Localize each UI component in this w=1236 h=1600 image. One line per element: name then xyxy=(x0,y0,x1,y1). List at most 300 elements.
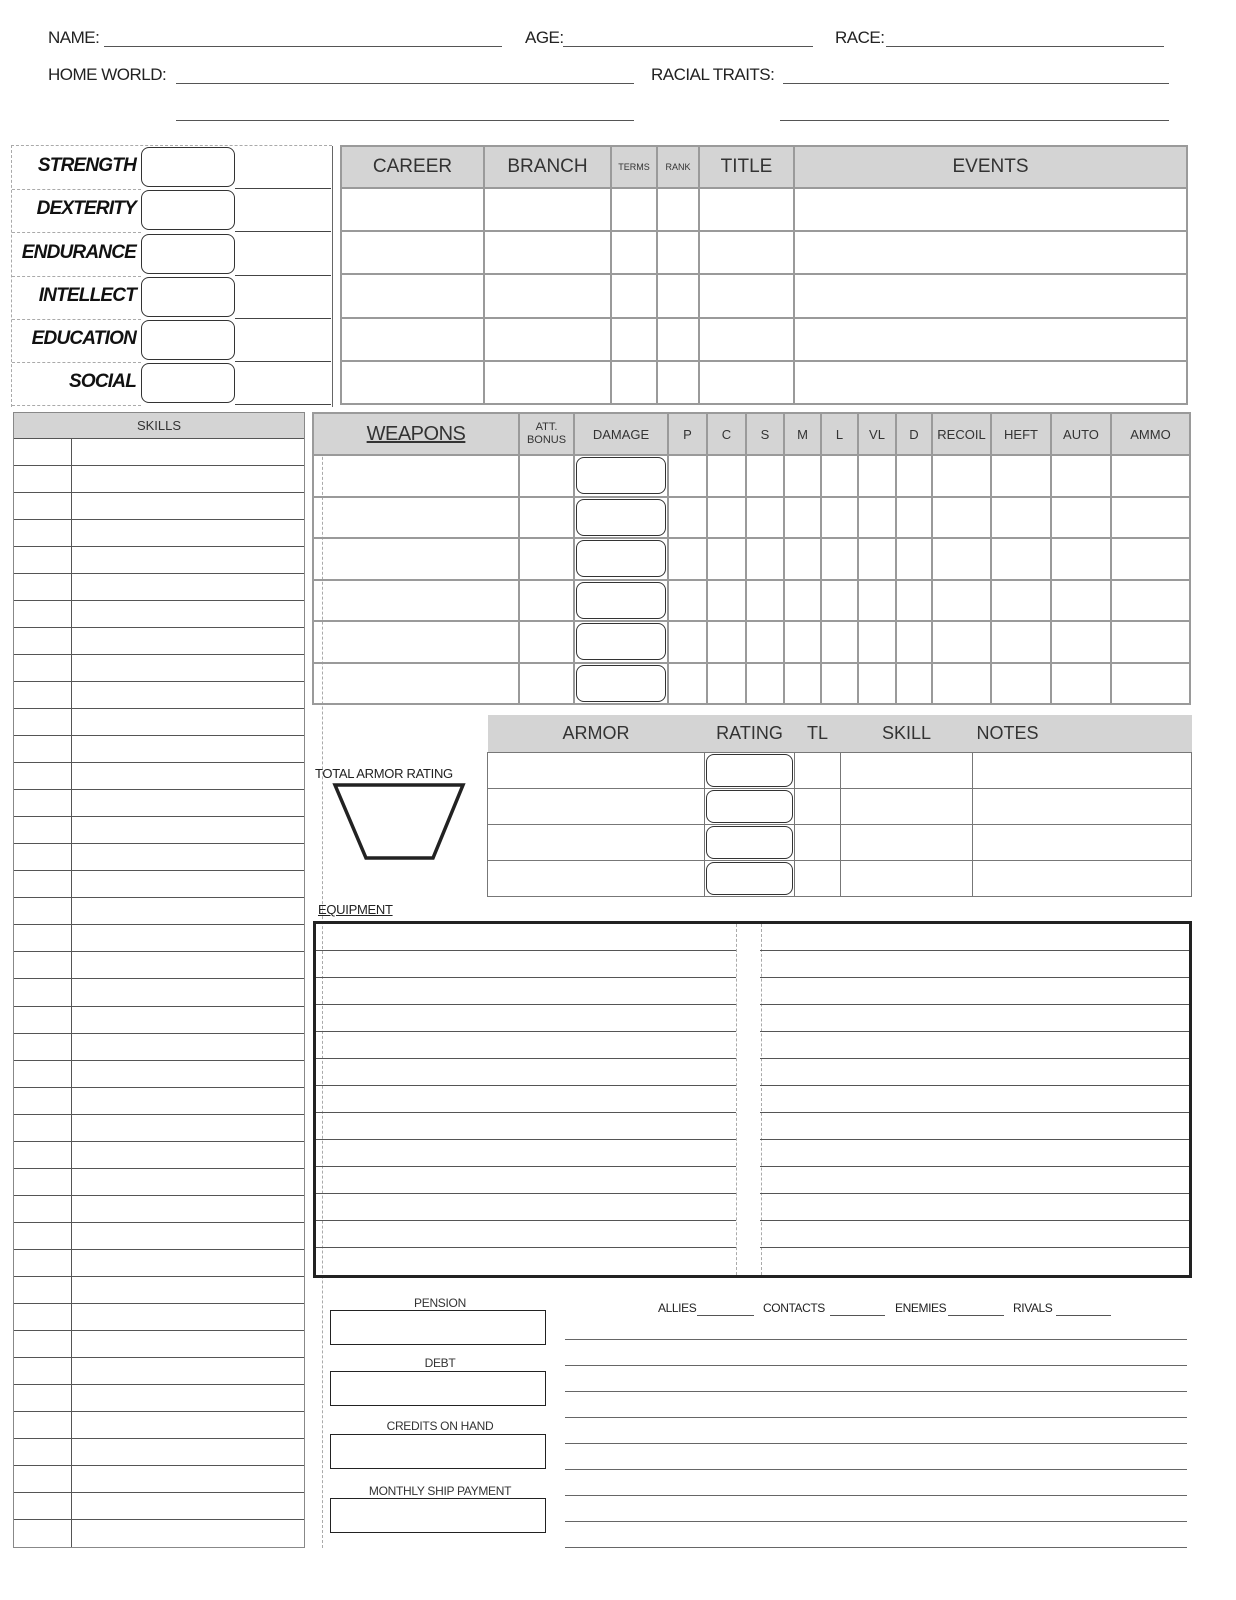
skill-name-field[interactable] xyxy=(72,763,304,789)
weapon-cell-auto[interactable] xyxy=(1051,538,1111,580)
skill-level-field[interactable] xyxy=(14,1439,71,1465)
weapon-cell-auto[interactable] xyxy=(1051,497,1111,539)
weapon-cell-heft[interactable] xyxy=(991,497,1051,539)
skill-name-field[interactable] xyxy=(72,1061,304,1087)
skill-name-field[interactable] xyxy=(72,1466,304,1492)
skill-level-field[interactable] xyxy=(14,439,71,465)
skill-name-field[interactable] xyxy=(72,547,304,573)
events-header: EVENTS xyxy=(794,146,1187,188)
skill-row xyxy=(14,601,304,628)
skill-row xyxy=(14,763,304,790)
weapon-cell-ammo[interactable] xyxy=(1111,663,1190,705)
skill-name-field[interactable] xyxy=(72,871,304,897)
total-armor-rating-shield-icon[interactable] xyxy=(330,780,470,864)
equipment-right-field[interactable] xyxy=(760,1032,1189,1059)
weapon-cell-range-p[interactable] xyxy=(668,621,707,663)
skill-name-field[interactable] xyxy=(72,1439,304,1465)
skill-level-field[interactable] xyxy=(14,655,71,681)
weapon-cell-recoil[interactable] xyxy=(932,455,991,497)
weapon-cell-range-vl[interactable] xyxy=(858,621,896,663)
weapon-cell-weapon-name[interactable] xyxy=(313,497,519,539)
skill-level-field[interactable] xyxy=(14,493,71,519)
weapon-cell-range-m[interactable] xyxy=(784,455,821,497)
skill-level-field[interactable] xyxy=(14,1250,71,1276)
equipment-right-field[interactable] xyxy=(760,1113,1189,1140)
skill-level-field[interactable] xyxy=(14,1385,71,1411)
equipment-left-field[interactable] xyxy=(316,1140,736,1167)
equipment-right-field[interactable] xyxy=(760,1167,1189,1194)
stat-modifier-education[interactable] xyxy=(236,320,330,360)
armor-row xyxy=(488,752,1192,788)
skill-name-field[interactable] xyxy=(72,1142,304,1168)
weapon-damage-box[interactable] xyxy=(576,582,666,619)
skill-name-field[interactable] xyxy=(72,1196,304,1222)
skill-level-field[interactable] xyxy=(14,1088,71,1114)
monthly-ship-payment-field[interactable] xyxy=(330,1498,546,1533)
weapon-cell-range-m[interactable] xyxy=(784,538,821,580)
stat-value-strength[interactable] xyxy=(141,147,235,187)
weapon-cell-range-m[interactable] xyxy=(784,580,821,622)
weapon-cell-range-l[interactable] xyxy=(821,455,858,497)
stat-modifier-intellect[interactable] xyxy=(236,277,330,317)
career-cell-rank[interactable] xyxy=(657,274,699,317)
armor-cell-tl[interactable] xyxy=(795,788,841,824)
skill-name-field[interactable] xyxy=(72,1169,304,1195)
allies-count-field[interactable] xyxy=(697,1315,754,1316)
relations-note-line[interactable] xyxy=(565,1547,1187,1548)
skill-level-field[interactable] xyxy=(14,1169,71,1195)
career-cell-terms[interactable] xyxy=(611,318,657,361)
weapon-cell-range-d[interactable] xyxy=(896,621,932,663)
career-cell-rank[interactable] xyxy=(657,188,699,231)
skill-level-field[interactable] xyxy=(14,1520,71,1547)
skill-row xyxy=(14,1223,304,1250)
weapon-cell-range-s[interactable] xyxy=(746,580,784,622)
skill-row xyxy=(14,979,304,1006)
equipment-left-field[interactable] xyxy=(316,1194,736,1221)
weapon-cell-range-m[interactable] xyxy=(784,497,821,539)
skill-level-field[interactable] xyxy=(14,1331,71,1357)
equipment-right-field[interactable] xyxy=(760,951,1189,978)
weapon-cell-weapon-name[interactable] xyxy=(313,621,519,663)
weapon-row xyxy=(313,497,1190,539)
career-cell-career[interactable] xyxy=(341,188,484,231)
weapon-cell-ammo[interactable] xyxy=(1111,497,1190,539)
weapon-cell-heft[interactable] xyxy=(991,621,1051,663)
skill-name-field[interactable] xyxy=(72,466,304,492)
career-cell-branch[interactable] xyxy=(484,318,611,361)
skill-name-field[interactable] xyxy=(72,520,304,546)
armor-row xyxy=(488,788,1192,824)
skill-level-field[interactable] xyxy=(14,574,71,600)
weapon-cell-recoil[interactable] xyxy=(932,538,991,580)
skill-level-field[interactable] xyxy=(14,925,71,951)
equipment-right-field[interactable] xyxy=(760,1140,1189,1167)
equipment-right-field[interactable] xyxy=(760,1005,1189,1032)
equipment-right-field[interactable] xyxy=(760,1059,1189,1086)
weapon-cell-range-p[interactable] xyxy=(668,580,707,622)
equipment-row xyxy=(316,1221,1189,1248)
stat-value-endurance[interactable] xyxy=(141,234,235,274)
weapon-cell-heft[interactable] xyxy=(991,580,1051,622)
debt-field[interactable] xyxy=(330,1371,546,1406)
skill-name-field[interactable] xyxy=(72,1250,304,1276)
skill-name-field[interactable] xyxy=(72,1385,304,1411)
career-cell-career[interactable] xyxy=(341,274,484,317)
equipment-right-field[interactable] xyxy=(760,1221,1189,1248)
skill-row xyxy=(14,844,304,871)
weapon-cell-att-bonus[interactable] xyxy=(519,538,574,580)
weapon-cell-range-l[interactable] xyxy=(821,580,858,622)
weapon-cell-range-d[interactable] xyxy=(896,455,932,497)
armor-rating-box[interactable] xyxy=(706,826,793,859)
skill-name-field[interactable] xyxy=(72,1412,304,1438)
relations-note-line[interactable] xyxy=(565,1469,1187,1470)
career-cell-terms[interactable] xyxy=(611,361,657,404)
career-cell-career[interactable] xyxy=(341,318,484,361)
relations-note-line[interactable] xyxy=(565,1417,1187,1418)
skill-level-field[interactable] xyxy=(14,844,71,870)
career-cell-branch[interactable] xyxy=(484,361,611,404)
skill-name-field[interactable] xyxy=(72,574,304,600)
skill-level-field[interactable] xyxy=(14,1277,71,1303)
skill-level-field[interactable] xyxy=(14,1115,71,1141)
skill-level-field[interactable] xyxy=(14,1412,71,1438)
weapon-cell-heft[interactable] xyxy=(991,455,1051,497)
equipment-left-field[interactable] xyxy=(316,1113,736,1140)
skill-row xyxy=(14,1277,304,1304)
weapon-cell-att-bonus[interactable] xyxy=(519,455,574,497)
race-field[interactable] xyxy=(886,46,1164,47)
skill-level-field[interactable] xyxy=(14,709,71,735)
skill-level-field[interactable] xyxy=(14,790,71,816)
career-cell-career[interactable] xyxy=(341,231,484,274)
weapon-cell-range-p[interactable] xyxy=(668,538,707,580)
stat-value-intellect[interactable] xyxy=(141,277,235,317)
relations-note-line[interactable] xyxy=(565,1391,1187,1392)
stat-value-dexterity[interactable] xyxy=(141,190,235,230)
skill-name-field[interactable] xyxy=(72,655,304,681)
career-cell-rank[interactable] xyxy=(657,318,699,361)
armor-rating-box[interactable] xyxy=(706,790,793,823)
skill-name-field[interactable] xyxy=(72,1331,304,1357)
equipment-right-field[interactable] xyxy=(760,1248,1189,1275)
armor-cell-skill[interactable] xyxy=(841,788,973,824)
career-cell-branch[interactable] xyxy=(484,188,611,231)
career-cell-terms[interactable] xyxy=(611,231,657,274)
weapon-cell-att-bonus[interactable] xyxy=(519,663,574,705)
equipment-right-field[interactable] xyxy=(760,1086,1189,1113)
weapon-cell-recoil[interactable] xyxy=(932,621,991,663)
skill-name-field[interactable] xyxy=(72,1358,304,1384)
skill-name-field[interactable] xyxy=(72,952,304,978)
weapon-damage-box[interactable] xyxy=(576,457,666,494)
skill-level-field[interactable] xyxy=(14,979,71,1005)
career-cell-rank[interactable] xyxy=(657,361,699,404)
skill-name-field[interactable] xyxy=(72,844,304,870)
home-world-field[interactable] xyxy=(176,83,634,84)
rivals-count-field[interactable] xyxy=(1056,1315,1111,1316)
weapon-cell-range-p[interactable] xyxy=(668,455,707,497)
racial-traits-field-line2[interactable] xyxy=(780,120,1169,121)
weapon-cell-range-d[interactable] xyxy=(896,538,932,580)
armor-rating-box[interactable] xyxy=(706,754,793,787)
skill-level-field[interactable] xyxy=(14,628,71,654)
skill-name-field[interactable] xyxy=(72,682,304,708)
weapon-cell-ammo[interactable] xyxy=(1111,580,1190,622)
armor-cell-armor-name[interactable] xyxy=(488,860,705,896)
weapon-cell-recoil[interactable] xyxy=(932,663,991,705)
armor-cell-notes[interactable] xyxy=(973,788,1192,824)
skill-row xyxy=(14,709,304,736)
weapon-cell-recoil[interactable] xyxy=(932,497,991,539)
weapon-cell-range-l[interactable] xyxy=(821,538,858,580)
skill-name-field[interactable] xyxy=(72,898,304,924)
armor-cell-rating xyxy=(705,752,795,788)
equipment-left-field[interactable] xyxy=(316,1059,736,1086)
stat-value-education[interactable] xyxy=(141,320,235,360)
stat-value-social[interactable] xyxy=(141,363,235,403)
career-cell-events[interactable] xyxy=(794,231,1187,274)
skill-level-field[interactable] xyxy=(14,871,71,897)
career-cell-title[interactable] xyxy=(699,318,794,361)
career-cell-branch[interactable] xyxy=(484,274,611,317)
skill-level-field[interactable] xyxy=(14,817,71,843)
weapon-cell-range-c[interactable] xyxy=(707,621,746,663)
armor-cell-skill[interactable] xyxy=(841,860,973,896)
career-cell-events[interactable] xyxy=(794,318,1187,361)
armor-cell-notes[interactable] xyxy=(973,824,1192,860)
skill-level-field[interactable] xyxy=(14,1223,71,1249)
skill-name-field[interactable] xyxy=(72,1277,304,1303)
skill-level-field[interactable] xyxy=(14,1493,71,1519)
skill-name-field[interactable] xyxy=(72,1520,304,1547)
skill-level-field[interactable] xyxy=(14,547,71,573)
equipment-row xyxy=(316,1059,1189,1086)
monthly-ship-payment-label: MONTHLY SHIP PAYMENT xyxy=(368,1484,512,1498)
weapon-damage-box[interactable] xyxy=(576,665,666,702)
weapon-cell-range-c[interactable] xyxy=(707,538,746,580)
weapon-cell-weapon-name[interactable] xyxy=(313,663,519,705)
armor-cell-armor-name[interactable] xyxy=(488,788,705,824)
relations-note-line[interactable] xyxy=(565,1495,1187,1496)
equipment-left-field[interactable] xyxy=(316,1032,736,1059)
weapon-cell-range-s[interactable] xyxy=(746,621,784,663)
skill-name-field[interactable] xyxy=(72,1007,304,1033)
skill-level-field[interactable] xyxy=(14,1034,71,1060)
age-field[interactable] xyxy=(563,46,813,47)
credits-on-hand-field[interactable] xyxy=(330,1434,546,1469)
armor-cell-skill[interactable] xyxy=(841,824,973,860)
weapon-cell-range-c[interactable] xyxy=(707,497,746,539)
racial-traits-field[interactable] xyxy=(783,83,1169,84)
weapon-cell-heft[interactable] xyxy=(991,538,1051,580)
career-cell-rank[interactable] xyxy=(657,231,699,274)
weapon-cell-range-d[interactable] xyxy=(896,663,932,705)
weapon-cell-weapon-name[interactable] xyxy=(313,580,519,622)
armor-cell-notes[interactable] xyxy=(973,752,1192,788)
stat-modifier-endurance[interactable] xyxy=(236,234,330,274)
equipment-left-field[interactable] xyxy=(316,1221,736,1248)
skill-name-field[interactable] xyxy=(72,817,304,843)
skill-name-field[interactable] xyxy=(72,925,304,951)
skill-name-field[interactable] xyxy=(72,709,304,735)
career-cell-events[interactable] xyxy=(794,274,1187,317)
skill-level-field[interactable] xyxy=(14,1007,71,1033)
skill-name-field[interactable] xyxy=(72,1088,304,1114)
rivals-label: RIVALS xyxy=(1013,1301,1053,1315)
stat-modifier-social[interactable] xyxy=(236,363,330,403)
armor-cell-armor-name[interactable] xyxy=(488,752,705,788)
armor-cell-tl[interactable] xyxy=(795,860,841,896)
weapon-cell-range-d[interactable] xyxy=(896,497,932,539)
weapon-cell-att-bonus[interactable] xyxy=(519,621,574,663)
equipment-right-field[interactable] xyxy=(760,978,1189,1005)
career-cell-branch[interactable] xyxy=(484,231,611,274)
stat-modifier-strength[interactable] xyxy=(236,147,330,187)
weapon-damage-box[interactable] xyxy=(576,540,666,577)
equipment-left-field[interactable] xyxy=(316,924,736,951)
equipment-right-field[interactable] xyxy=(760,924,1189,951)
career-cell-terms[interactable] xyxy=(611,274,657,317)
relations-note-line[interactable] xyxy=(565,1521,1187,1522)
skills-header: SKILLS xyxy=(14,413,304,439)
weapon-cell-heft[interactable] xyxy=(991,663,1051,705)
weapon-cell-att-bonus[interactable] xyxy=(519,580,574,622)
skill-name-field[interactable] xyxy=(72,1115,304,1141)
weapon-cell-weapon-name[interactable] xyxy=(313,538,519,580)
weapon-cell-recoil[interactable] xyxy=(932,580,991,622)
weapon-cell-range-s[interactable] xyxy=(746,497,784,539)
career-cell-events[interactable] xyxy=(794,361,1187,404)
weapon-cell-range-vl[interactable] xyxy=(858,580,896,622)
weapon-cell-range-vl[interactable] xyxy=(858,538,896,580)
skill-name-field[interactable] xyxy=(72,1304,304,1330)
skill-level-field[interactable] xyxy=(14,466,71,492)
skill-name-field[interactable] xyxy=(72,628,304,654)
weapon-cell-range-c[interactable] xyxy=(707,580,746,622)
weapon-cell-range-vl[interactable] xyxy=(858,497,896,539)
equipment-left-field[interactable] xyxy=(316,1248,736,1275)
weapon-cell-range-s[interactable] xyxy=(746,455,784,497)
career-cell-title[interactable] xyxy=(699,188,794,231)
weapon-cell-range-m[interactable] xyxy=(784,621,821,663)
contacts-count-field[interactable] xyxy=(830,1315,885,1316)
skill-name-field[interactable] xyxy=(72,736,304,762)
weapon-cell-range-p[interactable] xyxy=(668,663,707,705)
weapon-cell-auto[interactable] xyxy=(1051,580,1111,622)
weapon-cell-range-m[interactable] xyxy=(784,663,821,705)
equipment-left-field[interactable] xyxy=(316,951,736,978)
weapon-cell-ammo[interactable] xyxy=(1111,621,1190,663)
armor-cell-tl[interactable] xyxy=(795,752,841,788)
weapon-cell-range-c[interactable] xyxy=(707,663,746,705)
armor-cell-tl[interactable] xyxy=(795,824,841,860)
skill-level-field[interactable] xyxy=(14,952,71,978)
weapon-cell-range-p[interactable] xyxy=(668,497,707,539)
name-field[interactable] xyxy=(104,46,502,47)
career-cell-title[interactable] xyxy=(699,274,794,317)
skill-name-field[interactable] xyxy=(72,1493,304,1519)
enemies-count-field[interactable] xyxy=(948,1315,1004,1316)
weapon-damage-box[interactable] xyxy=(576,623,666,660)
weapon-cell-range-c[interactable] xyxy=(707,455,746,497)
weapon-cell-range-vl[interactable] xyxy=(858,663,896,705)
skill-level-field[interactable] xyxy=(14,682,71,708)
armor-cell-skill[interactable] xyxy=(841,752,973,788)
skill-level-field[interactable] xyxy=(14,1142,71,1168)
skill-level-field[interactable] xyxy=(14,898,71,924)
career-cell-events[interactable] xyxy=(794,188,1187,231)
weapon-cell-range-l[interactable] xyxy=(821,663,858,705)
skill-level-field[interactable] xyxy=(14,1466,71,1492)
skill-level-field[interactable] xyxy=(14,1358,71,1384)
equipment-left-field[interactable] xyxy=(316,978,736,1005)
equipment-left-field[interactable] xyxy=(316,1086,736,1113)
pension-field[interactable] xyxy=(330,1310,546,1345)
weapon-cell-ammo[interactable] xyxy=(1111,455,1190,497)
skill-name-field[interactable] xyxy=(72,439,304,465)
weapon-cell-weapon-name[interactable] xyxy=(313,455,519,497)
weapon-cell-auto[interactable] xyxy=(1051,455,1111,497)
total-armor-rating-label: TOTAL ARMOR RATING xyxy=(315,766,453,781)
skill-name-field[interactable] xyxy=(72,790,304,816)
weapon-cell-range-s[interactable] xyxy=(746,663,784,705)
skill-level-field[interactable] xyxy=(14,736,71,762)
stat-modifier-dexterity[interactable] xyxy=(236,190,330,230)
skill-name-field[interactable] xyxy=(72,1034,304,1060)
career-cell-terms[interactable] xyxy=(611,188,657,231)
career-cell-title[interactable] xyxy=(699,231,794,274)
armor-cell-armor-name[interactable] xyxy=(488,824,705,860)
equipment-left-field[interactable] xyxy=(316,1005,736,1032)
weapon-cell-auto[interactable] xyxy=(1051,663,1111,705)
weapon-cell-range-d[interactable] xyxy=(896,580,932,622)
weapon-cell-range-s[interactable] xyxy=(746,538,784,580)
weapon-cell-auto[interactable] xyxy=(1051,621,1111,663)
skill-level-field[interactable] xyxy=(14,1196,71,1222)
skill-level-field[interactable] xyxy=(14,763,71,789)
relations-note-line[interactable] xyxy=(565,1339,1187,1340)
skill-name-field[interactable] xyxy=(72,493,304,519)
equipment-right-field[interactable] xyxy=(760,1194,1189,1221)
career-cell-career[interactable] xyxy=(341,361,484,404)
skill-level-field[interactable] xyxy=(14,1304,71,1330)
weapon-cell-range-vl[interactable] xyxy=(858,455,896,497)
armor-rating-box[interactable] xyxy=(706,862,793,895)
skill-level-field[interactable] xyxy=(14,601,71,627)
skill-level-field[interactable] xyxy=(14,520,71,546)
skill-level-field[interactable] xyxy=(14,1061,71,1087)
armor-cell-notes[interactable] xyxy=(973,860,1192,896)
stat-label-endurance: ENDURANCE xyxy=(21,242,136,263)
weapon-cell-range-l[interactable] xyxy=(821,621,858,663)
weapon-damage-box[interactable] xyxy=(576,499,666,536)
equipment-left-field[interactable] xyxy=(316,1167,736,1194)
career-cell-title[interactable] xyxy=(699,361,794,404)
weapon-cell-ammo[interactable] xyxy=(1111,538,1190,580)
weapon-cell-att-bonus[interactable] xyxy=(519,497,574,539)
skill-row xyxy=(14,1520,304,1547)
skill-name-field[interactable] xyxy=(72,601,304,627)
skill-name-field[interactable] xyxy=(72,979,304,1005)
skill-name-field[interactable] xyxy=(72,1223,304,1249)
relations-note-line[interactable] xyxy=(565,1365,1187,1366)
weapon-cell-range-l[interactable] xyxy=(821,497,858,539)
home-world-field-line2[interactable] xyxy=(176,120,634,121)
relations-note-line[interactable] xyxy=(565,1443,1187,1444)
contacts-label: CONTACTS xyxy=(763,1301,825,1315)
